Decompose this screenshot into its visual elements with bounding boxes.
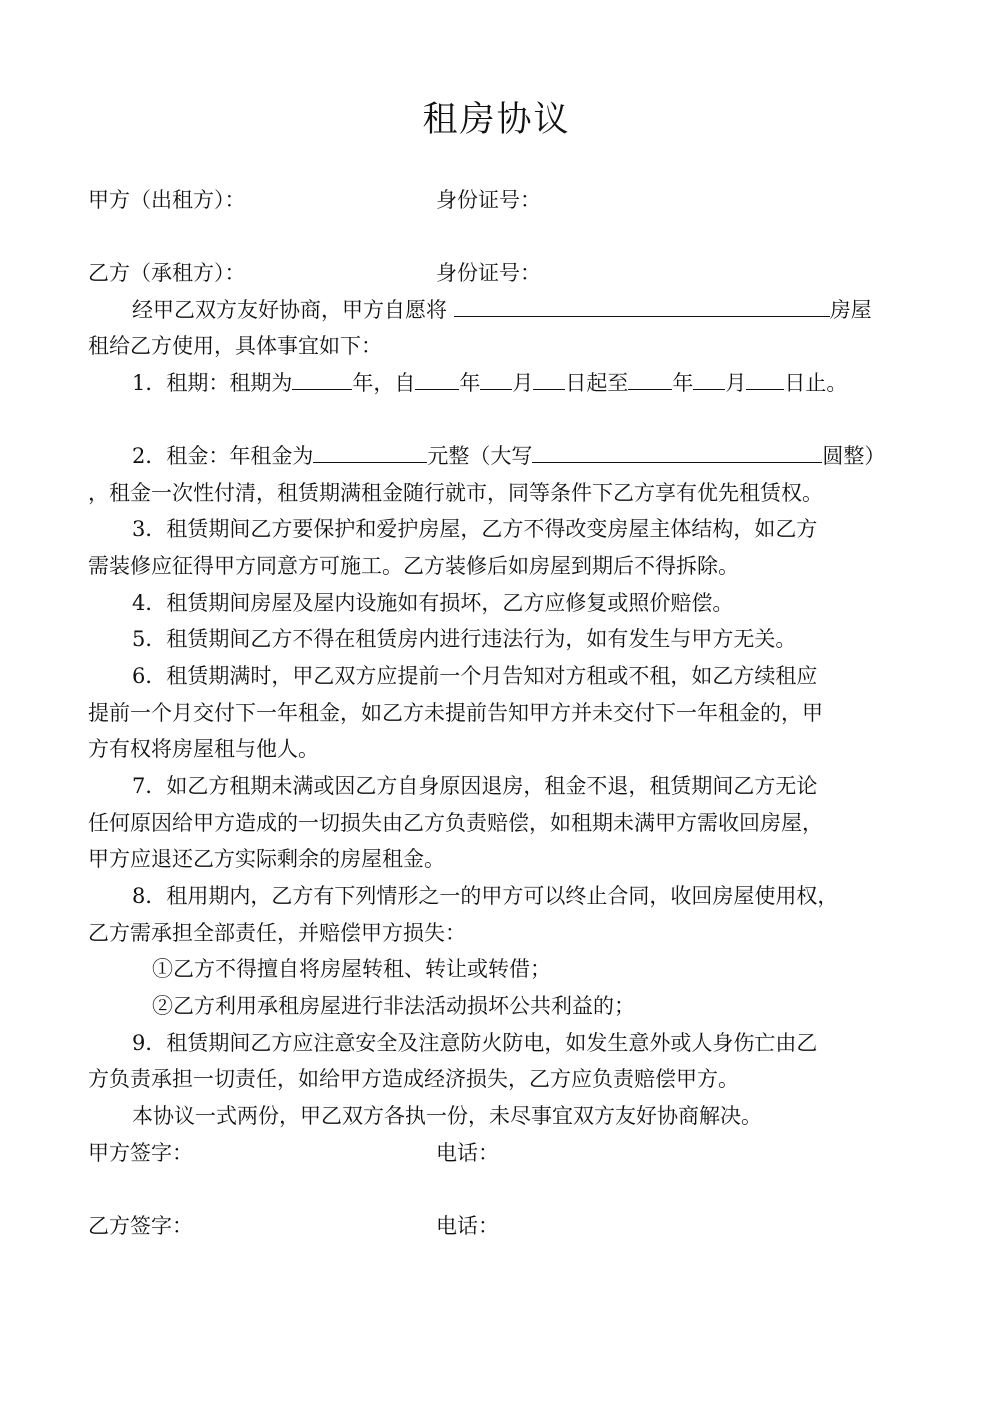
clause-8-item-1: ①乙方不得擅自将房屋转租、转让或转借；	[152, 957, 551, 981]
clause-1-text-7: 月	[725, 371, 747, 395]
clause-2-text-3: 圆整）	[822, 444, 886, 468]
start-month-blank	[480, 367, 512, 390]
closing-statement: 本协议一式两份，甲乙双方各执一份，未尽事宜双方友好协商解决。	[132, 1104, 762, 1128]
end-year-blank	[628, 367, 672, 390]
clause-1-text-6: 年	[672, 371, 694, 395]
end-month-blank	[693, 367, 725, 390]
clause-1-text-2: 年，自	[352, 371, 416, 395]
document-title: 租房协议	[422, 100, 571, 140]
clause-1	[132, 367, 847, 398]
clause-1-text-1: 1．租期：租期为	[132, 371, 293, 395]
clause-2-text-1: 2．租金：年租金为	[132, 444, 314, 468]
party-a-sign-label: 甲方签字：	[88, 1141, 193, 1165]
party-a-phone-label: 电话：	[436, 1141, 499, 1165]
intro-text-2: 房屋	[829, 298, 872, 322]
party-a-id-label: 身份证号：	[436, 188, 541, 212]
lease-years-blank	[292, 367, 352, 390]
start-year-blank	[415, 367, 459, 390]
intro-text-1: 经甲乙双方友好协商，甲方自愿将	[132, 298, 447, 322]
clause-2-line-1	[132, 440, 885, 471]
clause-3-line-1: 3．租赁期间乙方要保护和爱护房屋，乙方不得改变房屋主体结构，如乙方	[132, 517, 818, 541]
party-a-label: 甲方（出租方）：	[88, 188, 246, 212]
property-address-blank	[454, 294, 830, 317]
clause-5: 5．租赁期间乙方不得在租赁房内进行违法行为，如有发生与甲方无关。	[132, 627, 797, 651]
clause-1-text-8: 日止。	[784, 371, 848, 395]
party-b-label: 乙方（承租方）：	[88, 261, 246, 285]
clause-3-line-2: 需装修应征得甲方同意方可施工。乙方装修后如房屋到期后不得拆除。	[88, 554, 739, 578]
clause-1-text-3: 年	[459, 371, 481, 395]
clause-7-line-3: 甲方应退还乙方实际剩余的房屋租金。	[88, 847, 445, 871]
clause-1-text-5: 日起至	[565, 371, 629, 395]
start-day-blank	[533, 367, 565, 390]
clause-4: 4．租赁期间房屋及屋内设施如有损坏，乙方应修复或照价赔偿。	[132, 591, 734, 615]
annual-rent-blank	[313, 440, 427, 463]
party-b-phone-label: 电话：	[436, 1214, 499, 1238]
clause-7-line-2: 任何原因给甲方造成的一切损失由乙方负责赔偿，如租期未满甲方需收回房屋，	[88, 811, 823, 835]
clause-2-text-2: 元整（大写	[427, 444, 533, 468]
clause-8-item-2: ②乙方利用承租房屋进行非法活动损坏公共利益的；	[152, 994, 635, 1018]
clause-6-line-1: 6．租赁期满时，甲乙双方应提前一个月告知对方租或不租，如乙方续租应	[132, 664, 818, 688]
clause-2-line-2: ，租金一次性付清，租赁期满租金随行就市，同等条件下乙方享有优先租赁权。	[88, 481, 823, 505]
clause-9-line-2: 方负责承担一切责任，如给甲方造成经济损失，乙方应负责赔偿甲方。	[88, 1067, 739, 1091]
clause-6-line-3: 方有权将房屋租与他人。	[88, 737, 319, 761]
clause-7-line-1: 7．如乙方租期未满或因乙方自身原因退房，租金不退，租赁期间乙方无论	[132, 774, 818, 798]
intro-line-2: 租给乙方使用，具体事宜如下：	[88, 334, 382, 358]
party-b-id-label: 身份证号：	[436, 261, 541, 285]
end-day-blank	[746, 367, 784, 390]
clause-6-line-2: 提前一个月交付下一年租金，如乙方未提前告知甲方并未交付下一年租金的，甲	[88, 701, 823, 725]
intro-line-1	[132, 294, 872, 325]
rent-in-words-blank	[532, 440, 822, 463]
clause-1-text-4: 月	[512, 371, 534, 395]
clause-9-line-1: 9．租赁期间乙方应注意安全及注意防火防电，如发生意外或人身伤亡由乙	[132, 1031, 818, 1055]
party-b-sign-label: 乙方签字：	[88, 1214, 193, 1238]
clause-8-line-1: 8．租用期内，乙方有下列情形之一的甲方可以终止合同，收回房屋使用权，	[132, 884, 839, 908]
clause-8-line-2: 乙方需承担全部责任，并赔偿甲方损失：	[88, 921, 466, 945]
